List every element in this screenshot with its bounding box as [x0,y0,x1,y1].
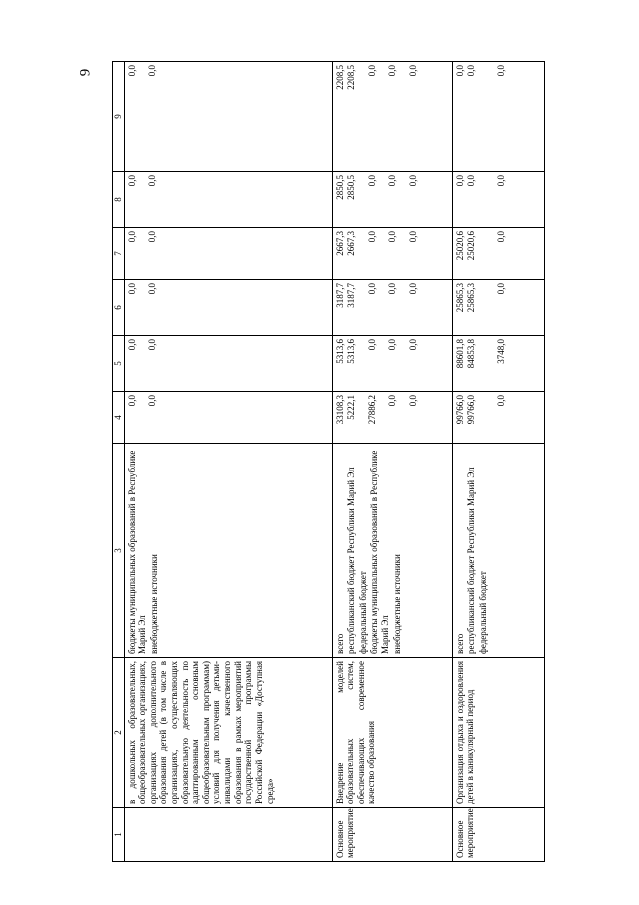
value-cell [332,228,452,280]
funding-source: республиканский бюджет Республики Марий Эл [346,467,357,654]
value: 0,0 [147,175,158,187]
funding-source-cell [452,444,544,658]
value: 25020,6 [454,231,465,261]
value-cell [124,172,332,228]
value: 0,0 [408,231,419,243]
funding-source: республиканский бюджет Республики Марий Эл [466,467,477,654]
header-cell: 7 [113,228,125,280]
value: 3748,0 [495,339,506,364]
value: 2850,5 [346,175,357,200]
funding-source-cell [124,444,332,658]
value: 0,0 [366,65,377,77]
value: 0,0 [495,231,506,243]
funding-source: федеральный бюджет [357,571,368,654]
row-description-cell: Внедрение моделей образовательных систем, обеспечивающих современное качество образования [332,658,452,808]
budget-table [112,61,545,862]
header-cell: 2 [113,658,125,808]
table-row [124,62,332,862]
funding-source: внебюджетные источники [391,554,402,654]
value: 33108,3 [334,395,345,425]
table-row [452,62,544,862]
value: 0,0 [147,231,158,243]
value: 25020,6 [466,231,477,261]
value: 0,0 [387,395,398,407]
value: 0,0 [126,283,137,295]
row-type-cell [124,808,332,862]
value: 25865,3 [466,283,477,313]
row-description-cell: Организация отдыха и оздоровления детей в каникулярный период [452,658,544,808]
value: 5313,6 [346,339,357,364]
value: 0,0 [126,339,137,351]
value: 0,0 [454,65,465,77]
value: 27886,2 [366,395,377,425]
row-description-cell: в дошкольных образовательных, общеобразовательных организациях, организациях дополнительного образования детей (в том числе в организациях, осуществляющих образовательную деятельность по адаптированным основным общеобразовательным программам) условий для получения детьми-инвалидами качественного образования в рамках мероприятий государственной программы Российской Федерации «Доступная среда» [124,658,332,808]
value-cell [124,228,332,280]
header-cell: 1 [113,808,125,862]
value-cell [452,280,544,336]
value: 2208,5 [346,65,357,90]
value: 0,0 [147,339,158,351]
funding-source: бюджеты муниципальных образований в Республике Марий Эл [126,450,148,654]
value-cell [452,336,544,392]
header-cell: 4 [113,392,125,444]
value: 0,0 [147,65,158,77]
value: 2208,5 [334,65,345,90]
value: 0,0 [466,175,477,187]
value: 99766,0 [466,395,477,425]
value-cell [452,228,544,280]
value: 0,0 [126,175,137,187]
value: 0,0 [495,283,506,295]
value: 84853,8 [466,339,477,369]
value: 0,0 [366,175,377,187]
row-type-cell: Основное мероприятие [452,808,544,862]
value: 5222,1 [346,395,357,420]
rotated-table-container [112,62,542,862]
value-cell [452,62,544,172]
value: 88601,8 [454,339,465,369]
value: 0,0 [408,65,419,77]
value: 3187,7 [334,283,345,308]
table-row [332,62,452,862]
value: 5313,6 [334,339,345,364]
value: 0,0 [366,339,377,351]
value: 25865,3 [454,283,465,313]
funding-source: всего [334,633,345,654]
value: 2667,3 [346,231,357,256]
value-cell [124,62,332,172]
value: 99766,0 [454,395,465,425]
page-number: 9 [77,68,94,77]
value: 0,0 [466,65,477,77]
value-cell [124,392,332,444]
value: 0,0 [495,65,506,77]
value: 0,0 [387,339,398,351]
value: 0,0 [387,65,398,77]
value-cell [332,172,452,228]
header-row [113,62,125,862]
value: 0,0 [408,283,419,295]
value: 2850,5 [334,175,345,200]
value: 0,0 [126,65,137,77]
value: 0,0 [387,283,398,295]
value: 3187,7 [346,283,357,308]
value: 0,0 [147,283,158,295]
header-cell: 3 [113,444,125,658]
value: 0,0 [387,231,398,243]
value-cell [332,336,452,392]
header-cell: 8 [113,172,125,228]
value-cell [332,392,452,444]
value-cell [124,336,332,392]
funding-source: федеральный бюджет [477,571,488,654]
value: 0,0 [408,339,419,351]
value-cell [332,62,452,172]
value: 0,0 [366,231,377,243]
value: 0,0 [495,175,506,187]
header-cell: 6 [113,280,125,336]
value: 0,0 [387,175,398,187]
header-cell: 5 [113,336,125,392]
funding-source: бюджеты муниципальных образований в Республике Марий Эл [369,450,391,654]
value: 0,0 [126,395,137,407]
value-cell [452,392,544,444]
funding-source: всего [454,633,465,654]
value: 0,0 [408,175,419,187]
value-cell [452,172,544,228]
value: 0,0 [408,395,419,407]
value: 0,0 [126,231,137,243]
value: 2667,3 [334,231,345,256]
value: 0,0 [454,175,465,187]
value: 0,0 [366,283,377,295]
value-cell [124,280,332,336]
row-type-cell: Основное мероприятие [332,808,452,862]
value: 0,0 [495,395,506,407]
header-cell: 9 [113,62,125,172]
funding-source: внебюджетные источники [148,554,159,654]
funding-source-cell [332,444,452,658]
value: 0,0 [147,395,158,407]
value-cell [332,280,452,336]
